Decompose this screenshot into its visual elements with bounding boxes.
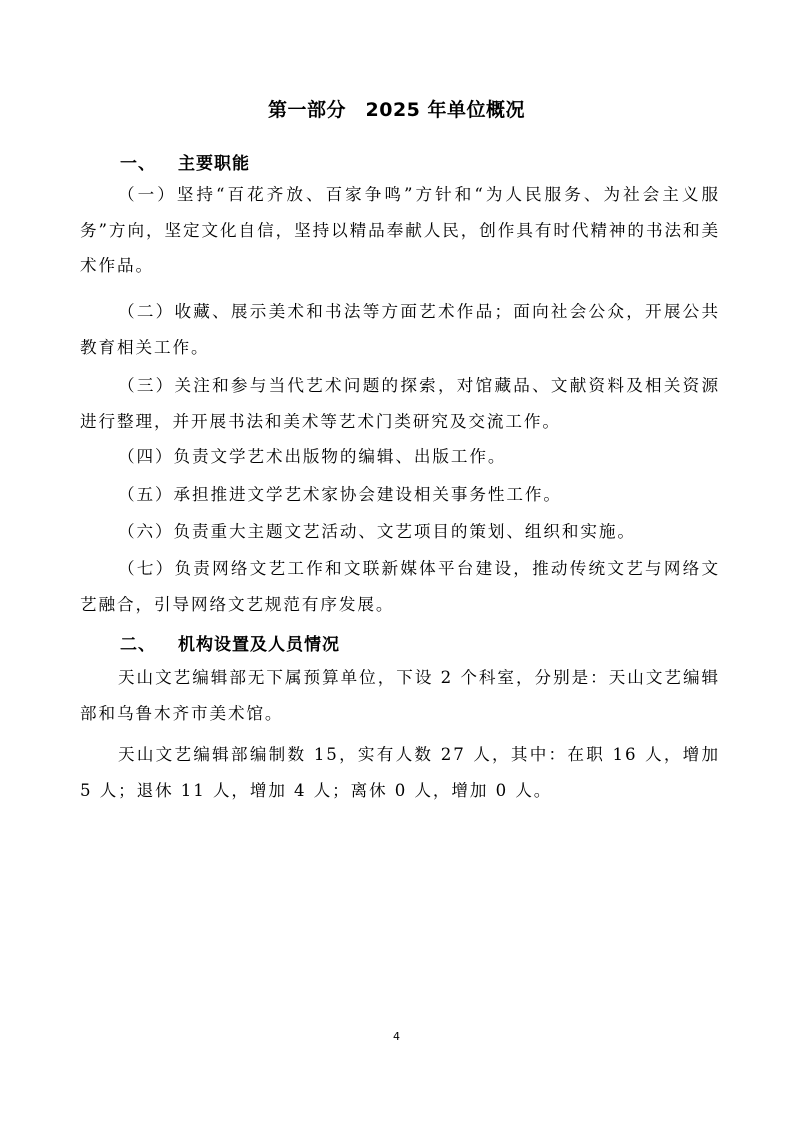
page-title: 第一部分 2025 年单位概况	[268, 99, 525, 121]
paragraph: （二）收藏、展示美术和书法等方面艺术作品；面向社会公众，开展公共教育相关工作。	[80, 302, 720, 357]
paragraph: 天山文艺编辑部编制数 15，实有人数 27 人，其中：在职 16 人，增加 5 人；退休 11 人，增加 4 人；离休 0 人，增加 0 人。	[80, 745, 720, 800]
paragraph: （六）负责重大主题文艺活动、文艺项目的策划、组织和实施。	[118, 522, 636, 541]
paragraph: （五）承担推进文学艺术家协会建设相关事务性工作。	[118, 485, 562, 504]
paragraph: （三）关注和参与当代艺术问题的探索，对馆藏品、文献资料及相关资源进行整理，并开展书法和美术等艺术门类研究及交流工作。	[80, 376, 720, 431]
section-title: 主要职能	[178, 154, 250, 174]
paragraph: 天山文艺编辑部无下属预算单位，下设 2 个科室，分别是：天山文艺编辑部和乌鲁木齐市美术馆。	[80, 668, 720, 723]
page-number: 4	[393, 1030, 400, 1043]
section-heading-functions	[120, 149, 250, 174]
section-number: 二、	[120, 635, 156, 655]
paragraph: （七）负责网络文艺工作和文联新媒体平台建设，推动传统文艺与网络文艺融合，引导网络文艺规范有序发展。	[80, 559, 720, 614]
paragraph: （一）坚持“百花齐放、百家争鸣”方针和“为人民服务、为社会主义服务”方向，坚定文化自信，坚持以精品奉献人民，创作具有时代精神的书法和美术作品。	[80, 185, 720, 275]
paragraph: （四）负责文学艺术出版物的编辑、出版工作。	[118, 447, 507, 466]
section-heading-organization	[120, 630, 340, 655]
section-title: 机构设置及人员情况	[178, 635, 340, 655]
section-number: 一、	[120, 154, 156, 174]
